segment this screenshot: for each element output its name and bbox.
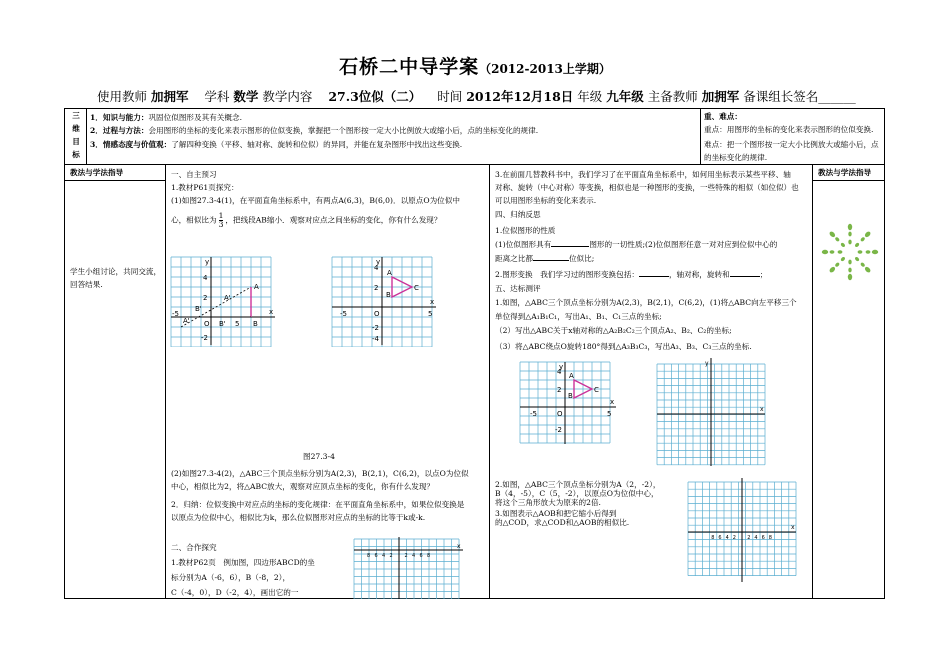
sec2-p2: 标分别为A（-6，6），B（-8，2）， [171,573,291,582]
sec5-s4: 3.如图表示△AOB和把它缩小后得到 [495,509,617,518]
content-value: 27.3位似（二） [328,89,422,104]
leaf-mark [848,268,851,273]
leaf-mark [860,262,866,268]
time-value: 2012年12月18日 [466,89,574,104]
subject-value: 数学 [233,89,259,104]
origin: O [374,310,380,318]
exercise-grid-3 [686,478,798,582]
tick-4: 4 [374,264,379,272]
grid-tick-label: 2 [747,535,751,541]
grid-tick-label: 8 [367,553,371,559]
point-A: A [387,269,392,277]
grade-label: 年级 [577,89,603,104]
divider [86,108,87,164]
sec1-p6: 2．归纳：位似变换中对应点的坐标的变化规律：在平面直角坐标系中，如果位似变换是 [171,500,465,509]
y-axis-label: y [376,258,381,266]
leaf-mark [848,274,852,280]
grid-tick-label: 6 [718,535,722,541]
leaf-mark [830,250,835,253]
point-B: B [568,392,573,400]
sec2-heading: 二、合作探究 [171,543,217,552]
key-point: 重点：用图形的坐标的变化来表示图形的位似变换. [704,125,874,134]
leaf-mark [854,256,860,262]
x-axis-label: x [610,398,615,406]
tick-4: 4 [203,274,208,282]
tick-neg5: -5 [530,410,537,418]
figure-caption: 图27.3-4 [303,452,335,461]
leaf-mark [864,266,872,274]
point-B1n: B' [195,305,202,313]
grid-tick-label: 8 [427,553,431,559]
sec5-s1: 2.如图，△ABC三个顶点坐标分别为A（2，-2）， [495,480,661,489]
grid-tick-label: 4 [412,553,416,559]
grid-tick-label: 4 [725,535,729,541]
leaf-mark [840,256,846,262]
goal-1: 1．知识与能力：巩固位似图形及其有关概念. [90,113,242,122]
leaf-mark [860,236,866,242]
main-teacher-label: 主备教师 [647,89,698,104]
grid-tick-label: 4 [382,553,386,559]
sec1-p7: 以原点为位似中心，相似比为k，那么位似图形对应点的坐标的比等于k或-k. [171,513,426,522]
sec4-q3: 距离之比都 位似比; [495,254,595,263]
sec4-heading: 四、归纳反思 [495,210,541,219]
divider [64,164,885,165]
x-axis-label: x [457,543,461,550]
left-col-header: 教法与学法指导 [70,168,124,177]
sec4-q1: 1.位似图形的性质 [495,226,556,235]
tick-2: 2 [374,284,379,292]
sec5-s2: B（4，-5），C（5，-2），以原点O为位似中心， [495,489,659,498]
sec2-p3: C（-4，0），D（-2，4），画出它的一 [171,588,299,597]
sec1-p1: 1.教材P61页探究： [171,183,239,192]
leaf-mark [866,250,871,253]
point-A1n: A' [183,317,190,325]
sec1-p2: (1)如图27.3-4(1)，在平面直角坐标系中，有两点A(6,3)，B(6,0)．以原点O为位似中 [171,196,460,205]
sec4-q4: 2.图形变换 我们学习过的图形变换包括： ，轴对称，旋转和 ； [495,270,768,279]
sec2-p1: 1.教材P62页 例加图，四边形ABCD的坐 [171,558,315,567]
content-label: 教学内容 [262,89,313,104]
leaf-mark [872,250,878,254]
time-label: 时间 [437,89,463,104]
divider [489,164,490,599]
origin: O [204,320,210,328]
grid-tick-label: 2 [732,535,736,541]
leaf-mark [848,224,852,230]
leaf-mark [840,242,846,248]
grid-tick-label: 4 [754,535,758,541]
title-text: 石桥二中导学案 [339,56,480,78]
point-C: C [594,386,599,394]
tick-5: 5 [235,320,240,328]
sec1-heading: 一、自主预习 [171,170,217,179]
leaf-mark [838,250,843,253]
decorative-flower-icon [816,218,884,286]
point-C: C [414,284,419,292]
point-B1: B' [219,320,226,328]
leaf-mark [834,262,840,268]
goals-side-label: 三 维 目 标 [72,111,80,159]
origin: O [557,410,563,418]
tick-4: 4 [557,368,562,376]
grid-tick-label: 2 [389,553,393,559]
tick-5: 5 [607,410,612,418]
sec3-p3: 可以用图形坐标的变化来表示. [495,196,597,205]
x-axis-label: x [760,406,764,413]
tick-neg2: -2 [201,334,208,342]
sec1-p5: 中心，相似比为2，将△ABC放大，观察对应顶点坐标的变化，你有什么发现？ [171,482,435,491]
point-B: B [253,320,258,328]
goal-2: 2．过程与方法：会用图形的坐标的变化来表示图形的位似变换，掌握把一个图形按一定大小比例放大或缩小后，点的坐标变化的规律. [90,126,539,135]
grid-tick-label: 6 [374,553,378,559]
grid-tick-label: 8 [768,535,772,541]
x-axis-label: x [430,298,435,306]
y-axis-label: y [705,360,709,367]
grade-value: 九年级 [606,89,644,104]
y-axis-label: y [205,258,210,266]
sign-label: 备课组长签名______ [743,89,856,104]
sec5-s5: 的△COD，求△COD和△AOB的相似比. [495,518,630,527]
leaf-mark [829,231,837,239]
x-axis-label: x [791,524,795,531]
exercise-figure-triangle [518,360,618,446]
teacher-label: 使用教师 [97,89,148,104]
x-axis-label: x [269,308,274,316]
sec5-r4: （3）将△ABC绕点O旋转180°得到△A₃B₃C₃，写出A₃、B₃、C₃三点的坐标. [495,342,752,351]
tick-2: 2 [557,386,562,394]
leaf-mark [864,231,872,239]
tick-neg2: -2 [555,426,562,434]
leaf-mark [834,236,840,242]
exercise-grid-1 [350,535,465,599]
tick-neg5: -5 [172,310,179,318]
grid-tick-label: 2 [404,553,408,559]
divider [700,108,701,164]
point-A: A [569,372,574,380]
leaf-mark [858,250,863,253]
grid-tick-label: 6 [419,553,423,559]
divider [64,180,165,181]
leaf-mark [822,250,828,254]
divider [812,164,813,599]
difficult-point: 难点：把一个图形按一定大小比例放大或缩小后，点的坐标变化的规律. [704,140,879,162]
sec1-p3: 心，相似比为 $\frac{1}{3}$ ，把线段AB缩小．观察对应点之间坐标的变化，你有什么发现？ [171,211,442,229]
figure-1-graph [169,255,277,347]
sec5-r1: 1.如图，△ABC三个顶点坐标分别为A(2,3)，B(2,1)，C(6,2)，(1)将△ABC向左平移三个 [495,298,797,307]
sec5-heading: 五、达标测评 [495,284,541,293]
point-A: A [254,283,259,291]
sec5-r2: 单位得到△A₁B₁C₁，写出A₁、B₁、C₁三点的坐标; [495,312,662,321]
right-col-header: 教法与学法指导 [818,168,872,177]
teacher-value: 加拥军 [151,89,189,104]
sec3-p1: 3.在前面几替教科书中，我们学习了在平面直角坐标系中，如何用坐标表示某些平移、轴 [495,170,791,179]
sec5-r3: （2）写出△ABC关于x轴对称的△A₂B₂C₂三个顶点A₂、B₂、C₂的坐标; [495,326,732,335]
point-B: B [386,291,391,299]
sec5-s3: 将这个三角形放大为原来的2倍. [495,498,601,507]
leaf-mark [854,242,860,248]
sec4-q2: (1)位似图形具有 图形的一切性质;(2)位似图形任意一对对应到位似中心的 [495,240,778,249]
leaf-mark [848,260,851,265]
info-line [97,87,856,105]
leaf-mark [829,266,837,274]
leaf-mark [848,232,851,237]
grid-tick-label: 8 [711,535,715,541]
divider [165,164,166,599]
tick-neg5: -5 [340,310,347,318]
sec1-p4: (2)如图27.3-4(2)，△ABC三个顶点坐标分别为A(2,3)，B(2,1)，C(6,2)，以点O为位似 [171,469,469,478]
tick-neg4: -4 [372,335,379,343]
subject-label: 学科 [204,89,230,104]
tick-neg2: -2 [372,324,379,332]
figure-2-graph [330,255,438,347]
exercise-grid-2 [655,358,767,466]
sec3-p2: 对称、旋转（中心对称）等变换，相似也是一种图形的变换，一些特殊的相似（如位似）也 [495,183,799,192]
goal-3: 3．情感态度与价值观：了解四种变换（平移、轴对称、旋转和位似）的异同，并能在复杂图形中找出这些变换. [90,140,463,149]
main-teacher-value: 加拥军 [701,89,740,104]
grid-tick-label: 6 [761,535,765,541]
key-heading: 重、难点： [704,112,742,121]
point-A1: A' [224,294,231,302]
y-axis-label: y [559,363,564,371]
tick-2: 2 [203,294,208,302]
title-year: （2012-2013上学期） [479,62,611,76]
tick-5: 5 [428,310,433,318]
divider [812,180,885,181]
left-note: 学生小组讨论，共同交流，回答结果. [70,267,162,289]
page-title [0,52,950,79]
leaf-mark [848,240,851,245]
